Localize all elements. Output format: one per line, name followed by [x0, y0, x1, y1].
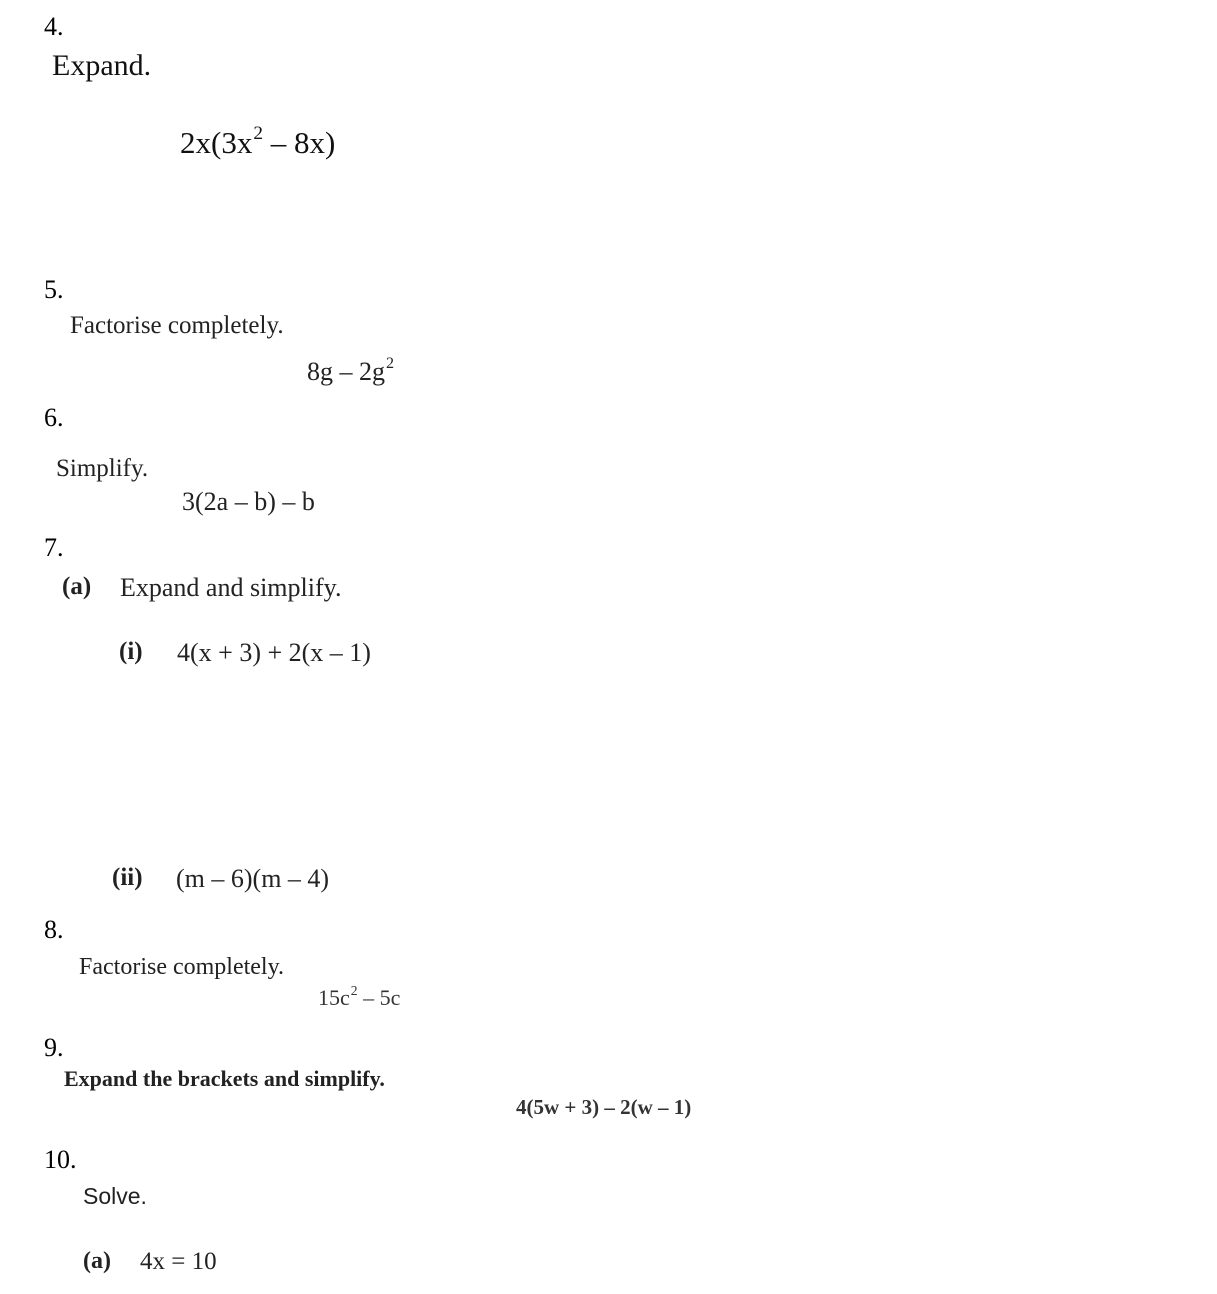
question-number-4: 4.: [44, 12, 64, 41]
q9-instruction: Expand the brackets and simplify.: [64, 1066, 385, 1091]
q10-instruction: Solve.: [83, 1183, 147, 1209]
q10-part-a-label: (a): [83, 1248, 111, 1274]
q8-expr-post: – 5c: [357, 985, 401, 1010]
q7-sub-ii-expression: (m – 6)(m – 4): [176, 864, 330, 893]
q7-part-a-label: (a): [62, 573, 92, 600]
q5-expr-exponent: 2: [386, 354, 395, 372]
q5-expression: [307, 354, 395, 387]
q5-instruction: Factorise completely.: [70, 312, 284, 339]
q5-expr-pre: 8g – 2g: [307, 357, 385, 386]
question-number-10: 10.: [44, 1145, 77, 1174]
q7-sub-ii-label: (ii): [112, 864, 143, 891]
q7-part-a-instruction: Expand and simplify.: [120, 573, 342, 602]
q8-expression: [318, 982, 401, 1011]
q4-expr-pre: 2x(3x: [180, 125, 253, 160]
q6-instruction: Simplify.: [56, 455, 149, 482]
question-number-7: 7.: [44, 533, 64, 562]
q8-instruction: Factorise completely.: [79, 954, 285, 980]
question-number-5: 5.: [44, 275, 64, 304]
q8-expr-pre: 15c: [318, 985, 350, 1010]
q6-expression: 3(2a – b) – b: [182, 487, 315, 516]
q4-expression: [180, 122, 336, 161]
q4-expr-post: – 8x): [262, 125, 336, 160]
q9-expression: 4(5w + 3) – 2(w – 1): [516, 1095, 692, 1119]
q7-sub-i-expression: 4(x + 3) + 2(x – 1): [177, 638, 371, 667]
question-number-9: 9.: [44, 1033, 64, 1062]
q4-instruction: Expand.: [52, 49, 152, 82]
q7-sub-i-label: (i): [119, 638, 143, 665]
q10-part-a-expression: 4x = 10: [140, 1248, 217, 1275]
question-number-8: 8.: [44, 915, 64, 944]
q8-expr-exponent: 2: [350, 982, 358, 998]
question-number-6: 6.: [44, 403, 64, 432]
q4-expr-exponent: 2: [253, 122, 263, 144]
